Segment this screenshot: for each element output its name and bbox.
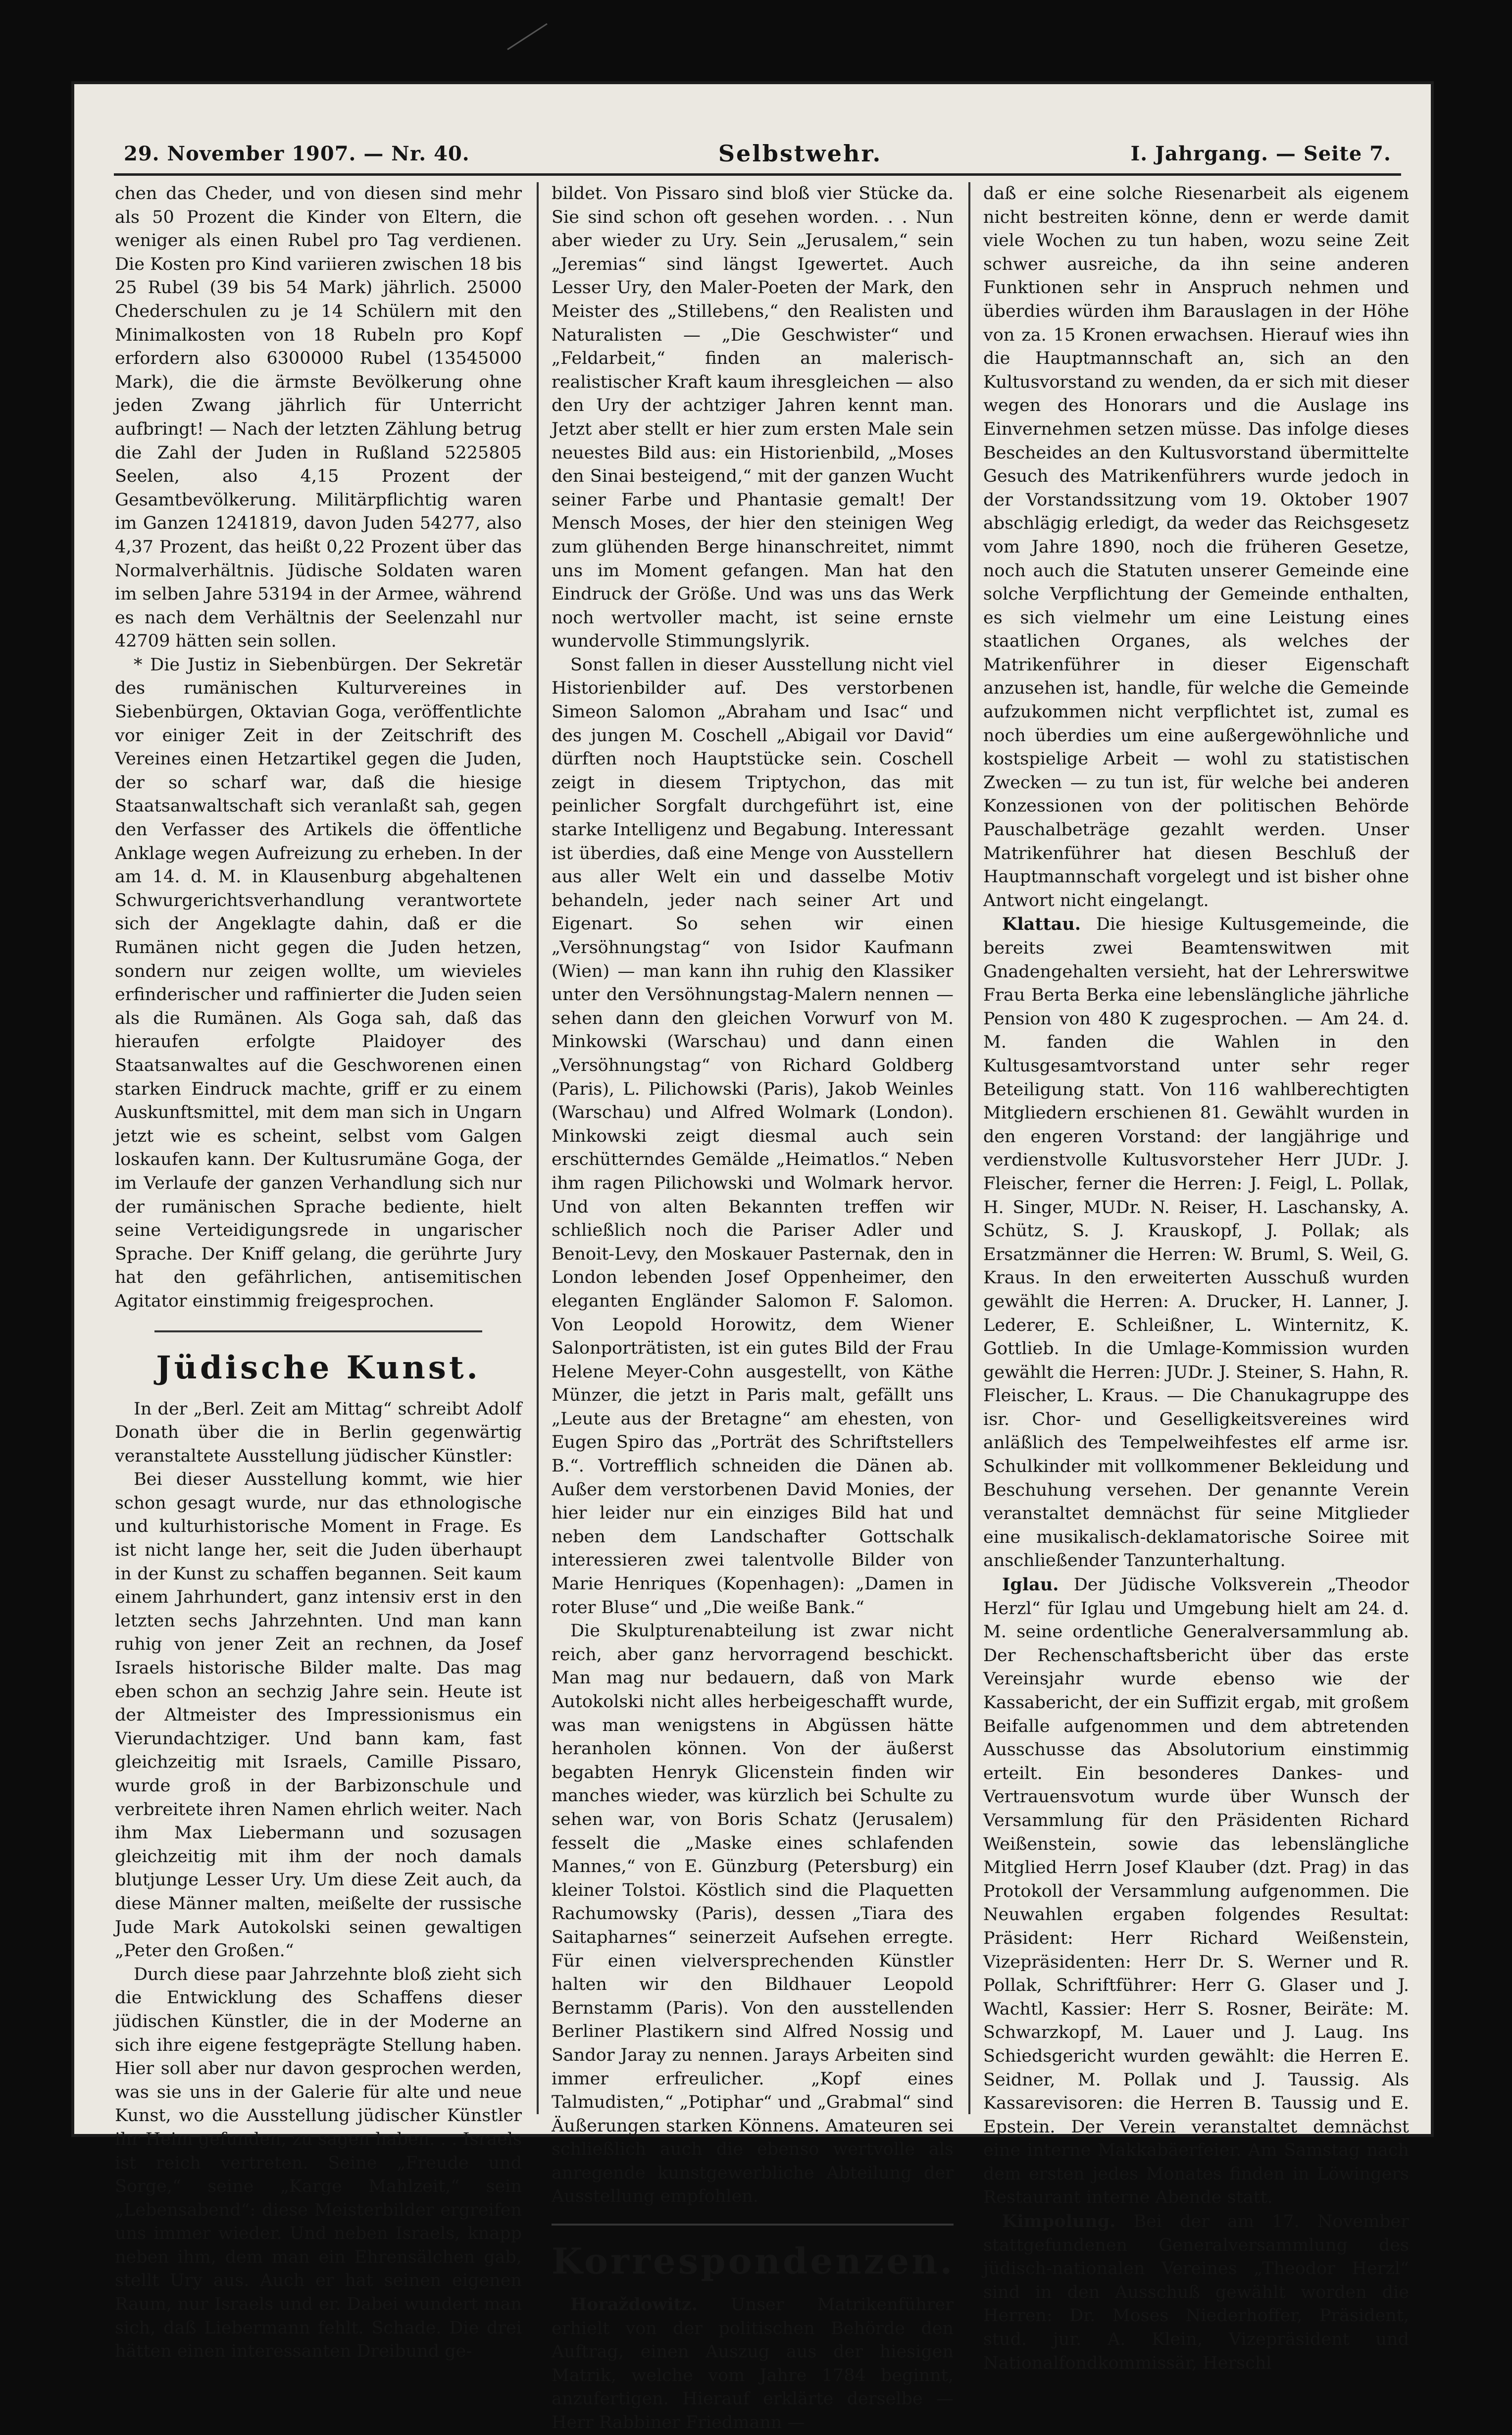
page-header (124, 138, 1391, 169)
col1-paragraph-4: Bei dieser Ausstellung kommt, wie hier schon gesagt wurde, nur das ethnologische und kulturhistorische Moment in Frage. Es ist nicht lange her, seit die Juden überhaupt in der Kunst zu schaffen begannen. Seit kaum einem Jahrhundert, ganz intensiv erst in den letzten sechs Jahrzehnten. Und man kann ruhig von jener Zeit an rechnen, da Josef Israels historische Bilder malte. Das mag eben schon an sechzig Jahre sein. Heute ist der Altmeister des Impressionismus ein Vierundachtziger. Und bann kam, fast gleichzeitig mit Israels, Camille Pissaro, wurde groß in der Barbizonschule und verbreitete ihren Namen ehrlich weiter. Nach ihm Max Liebermann und sozusagen gleichzeitig mit ihm der noch damals blutjunge Lesser Ury. Um diese Zeit auch, da diese Männer malten, meißelte der russische Jude Mark Autokolski seinen gewaltigen „Peter den Großen.“ (115, 1470, 522, 1961)
column-rule-1 (537, 182, 539, 2114)
place-name: Klattau. (1002, 914, 1081, 935)
section-title-korrespondenzen: Korrespondenzen. (552, 2240, 955, 2283)
col3-paragraph-1: daß er eine solche Riesenarbeit als eigenem nicht bestreiten könne, denn er werde damit viele Wochen zu tun haben, wozu seine Zeit schwer ausreiche, da ihn seine anderen Funktionen sehr in Anspruch nehmen und überdies würden ihm Barauslagen in der Höhe von za. 15 Kronen erwachsen. Hierauf wies ihn die Hauptmannschaft an, sich an den Kultusvorstand zu wenden, da er sich mit dieser wegen des Honorars und die Auslage ins Einvernehmen setzen müsse. Das infolge dieses Bescheides an den Kultusvorstand übermittelte Gesuch des Matrikenführers wurde jedoch in der Vorstandssitzung vom 19. Oktober 1907 abschlägig erledigt, da weder das Reichsgesetz vom Jahre 1890, noch die früheren Gesetze, noch auch die Statuten unserer Gemeinde eine solche Verpflichtung der Gemeinde enthalten, es sich vielmehr um eine Leistung eines staatlichen Organes, als welches der Matrikenführer in dieser Eigenschaft anzusehen ist, handle, für welche die Gemeinde aufzukommen nicht verpflichtet ist, zumal es noch überdies um eine außergewöhnliche und kostspielige Arbeit — wohl zu statistischen Zwecken — zu tun ist, für welche bei anderen Konzessionen von der politischen Behörde Pauschalbeträge gezahlt werden. Unser Matrikenführer hat diesen Beschluß der Hauptmannschaft vorgelegt und ist bisher ohne Antwort nicht eingelangt. (983, 184, 1409, 911)
col1-paragraph-justiz: * Die Justiz in Siebenbürgen. Der Sekretär des rumänischen Kulturvereines in Siebenbürgen, Oktavian Goga, veröffentlichte vor einiger Zeit in der Zeitschrift des Vereines einen Hetzartikel gegen die Juden, der so scharf war, daß die hiesige Staatsanwaltschaft sich veranlaßt sah, gegen den Verfasser des Artikels die öffentliche Anklage wegen Aufreizung zu erheben. In der am 14. d. M. in Klausenburg abgehaltenen Schwurgerichtsverhandlung verantwortete sich der Angeklagte dahin, daß er die Rumänen nicht gegen die Juden hetzen, sondern nur zeigen wollte, um wievieles erfinderischer und raffinierter die Juden seien als die Rumänen. Als Goga sah, daß das hieraufen erfolgte Plaidoyer des Staatsanwaltes auf die Geschworenen einen starken Eindruck machte, griff er zu einem Auskunftsmittel, mit dem man sich in Ungarn jetzt wie es scheint, selbst vom Galgen loskaufen kann. Der Kultusrumäne Goga, der im Verlaufe der ganzen Verhandlung sich nur der rumänischen Sprache bediente, hielt seine Verteidigungsrede in ungarischer Sprache. Der Kniff gelang, die gerührte Jury hat den gefährlichen, antisemitischen Agitator einstimmig freigesprochen. (115, 655, 522, 1311)
col1-paragraph-1: chen das Cheder, und von diesen sind mehr als 50 Prozent die Kinder von Eltern, die weniger als einen Rubel pro Tag verdienen. Die Kosten pro Kind variieren zwischen 18 bis 25 Rubel (39 bis 54 Mark) jährlich. 25000 Chederschulen zu je 14 Schülern mit den Minimalkosten von 18 Rubeln pro Kopf erfordern also 6300000 Rubel (13545000 Mark), die die ärmste Bevölkerung ohne jeden Zwang jährlich für Unterricht aufbringt! — Nach der letzten Zählung betrug die Zahl der Juden in Rußland 5225805 Seelen, also 4,15 Prozent der Gesamtbevölkerung. Militärpflichtig waren im Ganzen 1241819, davon Juden 54277, also 4,37 Prozent, das heißt 0,22 Prozent über das Normalverhältnis. Jüdische Soldaten waren im selben Jahre 53194 in der Armee, während es nach dem Verhältnis der Seelenzahl nur 42709 hätten sein sollen. (115, 184, 522, 652)
column-3 (983, 182, 1409, 2373)
header-rule (114, 173, 1401, 176)
col3-paragraph-kimpolung (983, 2210, 1409, 2375)
section-divider (154, 1330, 482, 1332)
column-rule-2 (968, 182, 970, 2114)
col1-paragraph-intro: In der „Berl. Zeit am Mittag“ schreibt Adolf Donath über die in Berlin gegenwärtig veranstaltete Ausstellung jüdischer Künstler: (115, 1399, 522, 1466)
place-name: Iglau. (1002, 1574, 1059, 1595)
section-title-juedische-kunst: Jüdische Kunst. (156, 1349, 481, 1386)
col3-paragraph-klattau (983, 913, 1409, 1573)
section-divider (552, 2224, 954, 2226)
paragraph-text: Die hiesige Kultusgemeinde, die bereits zwei Beamtenswitwen mit Gnadengehalten versieht, hat der Lehrerswitwe Frau Berta Berka eine lebenslängliche jährliche Pension von 480 K zugesprochen. — Am 24. d. M. fanden die Wahlen in den Kultusgesamtvorstand unter sehr reger Beteiligung statt. Von 116 wahlberechtigten Mitgliedern erschienen 81. Gewählt wurden in den engeren Vorstand: der langjährige und verdienstvolle Kultusvorsteher Herr JUDr. J. Fleischer, ferner die Herren: J. Feigl, L. Pollak, H. Singer, MUDr. N. Reiser, H. Laschansky, A. Schütz, S. J. Krauskopf, J. Pollak; als Ersatzmänner die Herren: W. Bruml, S. Weil, G. Kraus. In den erweiterten Ausschuß wurden gewählt die Herren: A. Drucker, H. Lanner, J. Lederer, E. Schleißner, L. Winternitz, K. Gottlieb. In die Umlage-Kommission wurden gewählt die Herren: JUDr. J. Steiner, S. Hahn, R. Fleischer, L. Kraus. — Die Chanukagruppe des isr. Chor- und Geselligkeitsvereines wird anläßlich des Tempelweihfestes elf arme isr. Schulkinder mit vollkommener Bekleidung und Beschuhung versehen. Der genannte Verein veranstaltet demnächst für seine Mitglieder eine musikalisch-deklamatorische Soiree mit anschließender Tanzunterhaltung. (983, 914, 1409, 1571)
col1-paragraph-5: Durch diese paar Jahrzehnte bloß zieht sich die Entwicklung des Schaffens dieser jüdischen Künstler, die in der Moderne an sich ihre eigene festgeprägte Stellung haben. Hier soll aber nur davon gesprochen werden, was sie uns in der Galerie für alte und neue Kunst, wo die Ausstellung jüdischer Künstler ihr Heim gefunden, zu sagen haben. . . Israels ist reich vertreten. Seine „Freude und Sorge,“ seine „Karge Mahlzeit,“ sein „Lebensabend“: diese Meisterbilder ergreifen uns immer wieder. Und neben Israels, knapp neben ihm, dem man ein Ehrensälchen gab, stellt Ury aus. Auch er hat seinen eigenen Raum, nur Israels und er. Dabei wundert man sich, daß Liebermann fehlt. Schade. Die drei hätten einen interessanten Dreibund ge- (115, 1964, 522, 2362)
col2-paragraph-2: Sonst fallen in dieser Ausstellung nicht viel Historienbilder auf. Des verstorbenen Simeon Salomon „Abraham und Isac“ und des jungen M. Coschell „Abigail vor David“ dürften noch Hauptstücke sein. Coschell zeigt in diesem Triptychon, das mit peinlicher Sorgfalt durchgeführt ist, eine starke Intelligenz und Begabung. Interessant ist überdies, daß eine Menge von Ausstellern aus aller Welt ein und dasselbe Motiv behandeln, jeder nach seiner Art und Eigenart. So sehen wir einen „Versöhnungstag“ von Isidor Kaufmann (Wien) — man kann ihn ruhig den Klassiker unter den Versöhnungstag-Malern nennen — sehen dann den gleichen Vorwurf von M. Minkowski (Warschau) und dann einen „Versöhnungstag“ von Richard Goldberg (Paris), L. Pilichowski (Paris), Jakob Weinles (Warschau) und Alfred Wolmark (London). Minkowski zeigt diesmal auch sein erschütterndes Gemälde „Heimatlos.“ Neben ihm ragen Pilichowski und Wolmark hervor. Und von alten Bekannten treffen wir schließlich noch die Pariser Adler und Benoit-Levy, den Moskauer Pasternak, den in London lebenden Josef Oppenheimer, den eleganten Engländer Salomon F. Salomon. Von Leopold Horowitz, dem Wiener Salonporträtisten, ist ein gutes Bild der Frau Helene Meyer-Cohn ausgestellt, von Käthe Münzer, die jetzt in Paris malt, gefällt uns „Leute aus der Bretagne“ am ehesten, von Eugen Spiro das „Porträt des Schriftstellers B.“. Vortrefflich schneiden die Dänen ab. Außer dem verstorbenen David Monies, der hier leider nur ein einziges Bild hat und neben dem Landschafter Gottschalk interessieren zwei talentvolle Bilder von Marie Henriques (Kopenhagen): „Damen in roter Bluse“ und „Die weiße Bank.“ (552, 655, 954, 1618)
place-name: Horaždowitz. (570, 2294, 698, 2315)
col3-paragraph-iglau (983, 1573, 1409, 2210)
place-name: Kimpolung. (1002, 2211, 1116, 2232)
header-title: Selbstwehr. (718, 140, 882, 167)
column-2 (552, 182, 955, 2433)
header-volume-page: I. Jahrgang. — Seite 7. (1130, 142, 1391, 165)
scan-scratch-mark (505, 20, 550, 54)
paragraph-text: Unser Matrikenführer erhielt von der politischen Behörde den Auftrag, einen Auszug aus der hiesigen Matrik, welche vom Jahre 1784 beginnt, anzufertigen. Hierauf erklärte derselbe — Herr Rabbiner Friedmann — (552, 2295, 954, 2433)
col2-paragraph-horazdowitz (552, 2293, 954, 2435)
col2-paragraph-1: bildet. Von Pissaro sind bloß vier Stücke da. Sie sind schon oft gesehen worden. . . Nun aber wieder zu Ury. Sein „Jerusalem,“ sein „Jeremias“ sind längst Igewertet. Auch Lesser Ury, den Maler-Poeten der Mark, den Meister des „Stillebens,“ den Realisten und Naturalisten — „Die Geschwister“ und „Feldarbeit,“ finden an malerisch-realistischer Kraft kaum ihresgleichen — also den Ury der achtziger Jahren kennt man. Jetzt aber stellt er hier zum ersten Male sein neuestes Bild aus: ein Historienbild, „Moses den Sinai besteigend,“ mit der ganzen Wucht seiner Farbe und Phantasie gemalt! Der Mensch Moses, der hier den steinigen Weg zum glühenden Berge hinanschreitet, nimmt uns im Moment gefangen. Man hat den Eindruck der Größe. Und was uns das Werk noch wertvoller macht, ist seine ernste wundervolle Stimmungslyrik. (552, 184, 954, 652)
paragraph-text: Bei der am 17. November stattgefundenen Generalversammlung des jüdisch-nationalen Vereines „Theodor Herzl“ sind in den Ausschuß gewählt worden die Herren: Dr. Moses Niederhoffer, Präsident, stud. jur. A. Klein, Vizepräsident und Nationalfondkommissär, Herschl (983, 2212, 1409, 2373)
col2-paragraph-3: Die Skulpturenabteilung ist zwar nicht reich, aber ganz hervorragend beschickt. Man mag nur bedauern, daß von Mark Autokolski nicht alles herbeigeschafft wurde, was man wenigstens in Abgüssen hätte heranholen können. Von der äußerst begabten Henryk Glicenstein finden wir manches wieder, was kürzlich bei Schulte zu sehen war, von Boris Schatz (Jerusalem) fesselt die „Maske eines schlafenden Mannes,“ von E. Günzburg (Petersburg) ein kleiner Tolstoi. Köstlich sind die Plaquetten Rachumowsky (Paris), dessen „Tiara des Saitapharnes“ seinerzeit Aufsehen erregte. Für einen vielversprechenden Künstler halten wir den Bildhauer Leopold Bernstamm (Paris). Von den ausstellenden Berliner Plastikern sind Alfred Nossig und Sandor Jaray zu nennen. Jarays Arbeiten sind immer erfreulicher. „Kopf eines Talmudisten,“ „Potiphar“ und „Grabmal“ sind Äußerungen starken Könnens. Amateuren sei schließlich auch die ebenso wertvolle als anregende kunstgewerbliche Abteilung der Ausstellung empfohlen. (552, 1621, 954, 2207)
column-1 (115, 182, 522, 2362)
header-date-issue: 29. November 1907. — Nr. 40. (124, 142, 470, 165)
paragraph-text: Der Jüdische Volksverein „Theodor Herzl“ für Iglau und Umgebung hielt am 24. d. M. seine ordentliche Generalversammlung ab. Der Rechenschaftsbericht über das erste Vereinsjahr wurde ebenso wie der Kassabericht, der ein Suffizit ergab, mit großem Beifalle aufgenommen und dem abtretenden Ausschusse das Absolutorium einstimmig erteilt. Ein besonderes Dankes- und Vertrauensvotum wurde über Wunsch der Versammlung für den Präsidenten Richard Weißenstein, sowie das lebenslängliche Mitglied Herrn Josef Klauber (dzt. Prag) in das Protokoll der Versammlung aufgenommen. Die Neuwahlen ergaben folgendes Resultat: Präsident: Herr Richard Weißenstein, Vizepräsidenten: Herr Dr. S. Werner und R. Pollak, Schriftführer: Herr G. Glaser und J. Wachtl, Kassier: Herr S. Rosner, Beiräte: M. Schwarzkopf, M. Lauer und J. Laug. Ins Schiedsgericht wurden gewählt: die Herren E. Seidner, M. Pollak und J. Taussig. Als Kassarevisoren: die Herren B. Taussig und E. Epstein. Der Verein veranstaltet demnächst eine interne Makkabäerfeier. Am Samstag nach dem ersten jedes Monates finden in Löwingers Restaurant interne Abende statt. (983, 1575, 1409, 2208)
newspaper-page (74, 84, 1431, 2433)
